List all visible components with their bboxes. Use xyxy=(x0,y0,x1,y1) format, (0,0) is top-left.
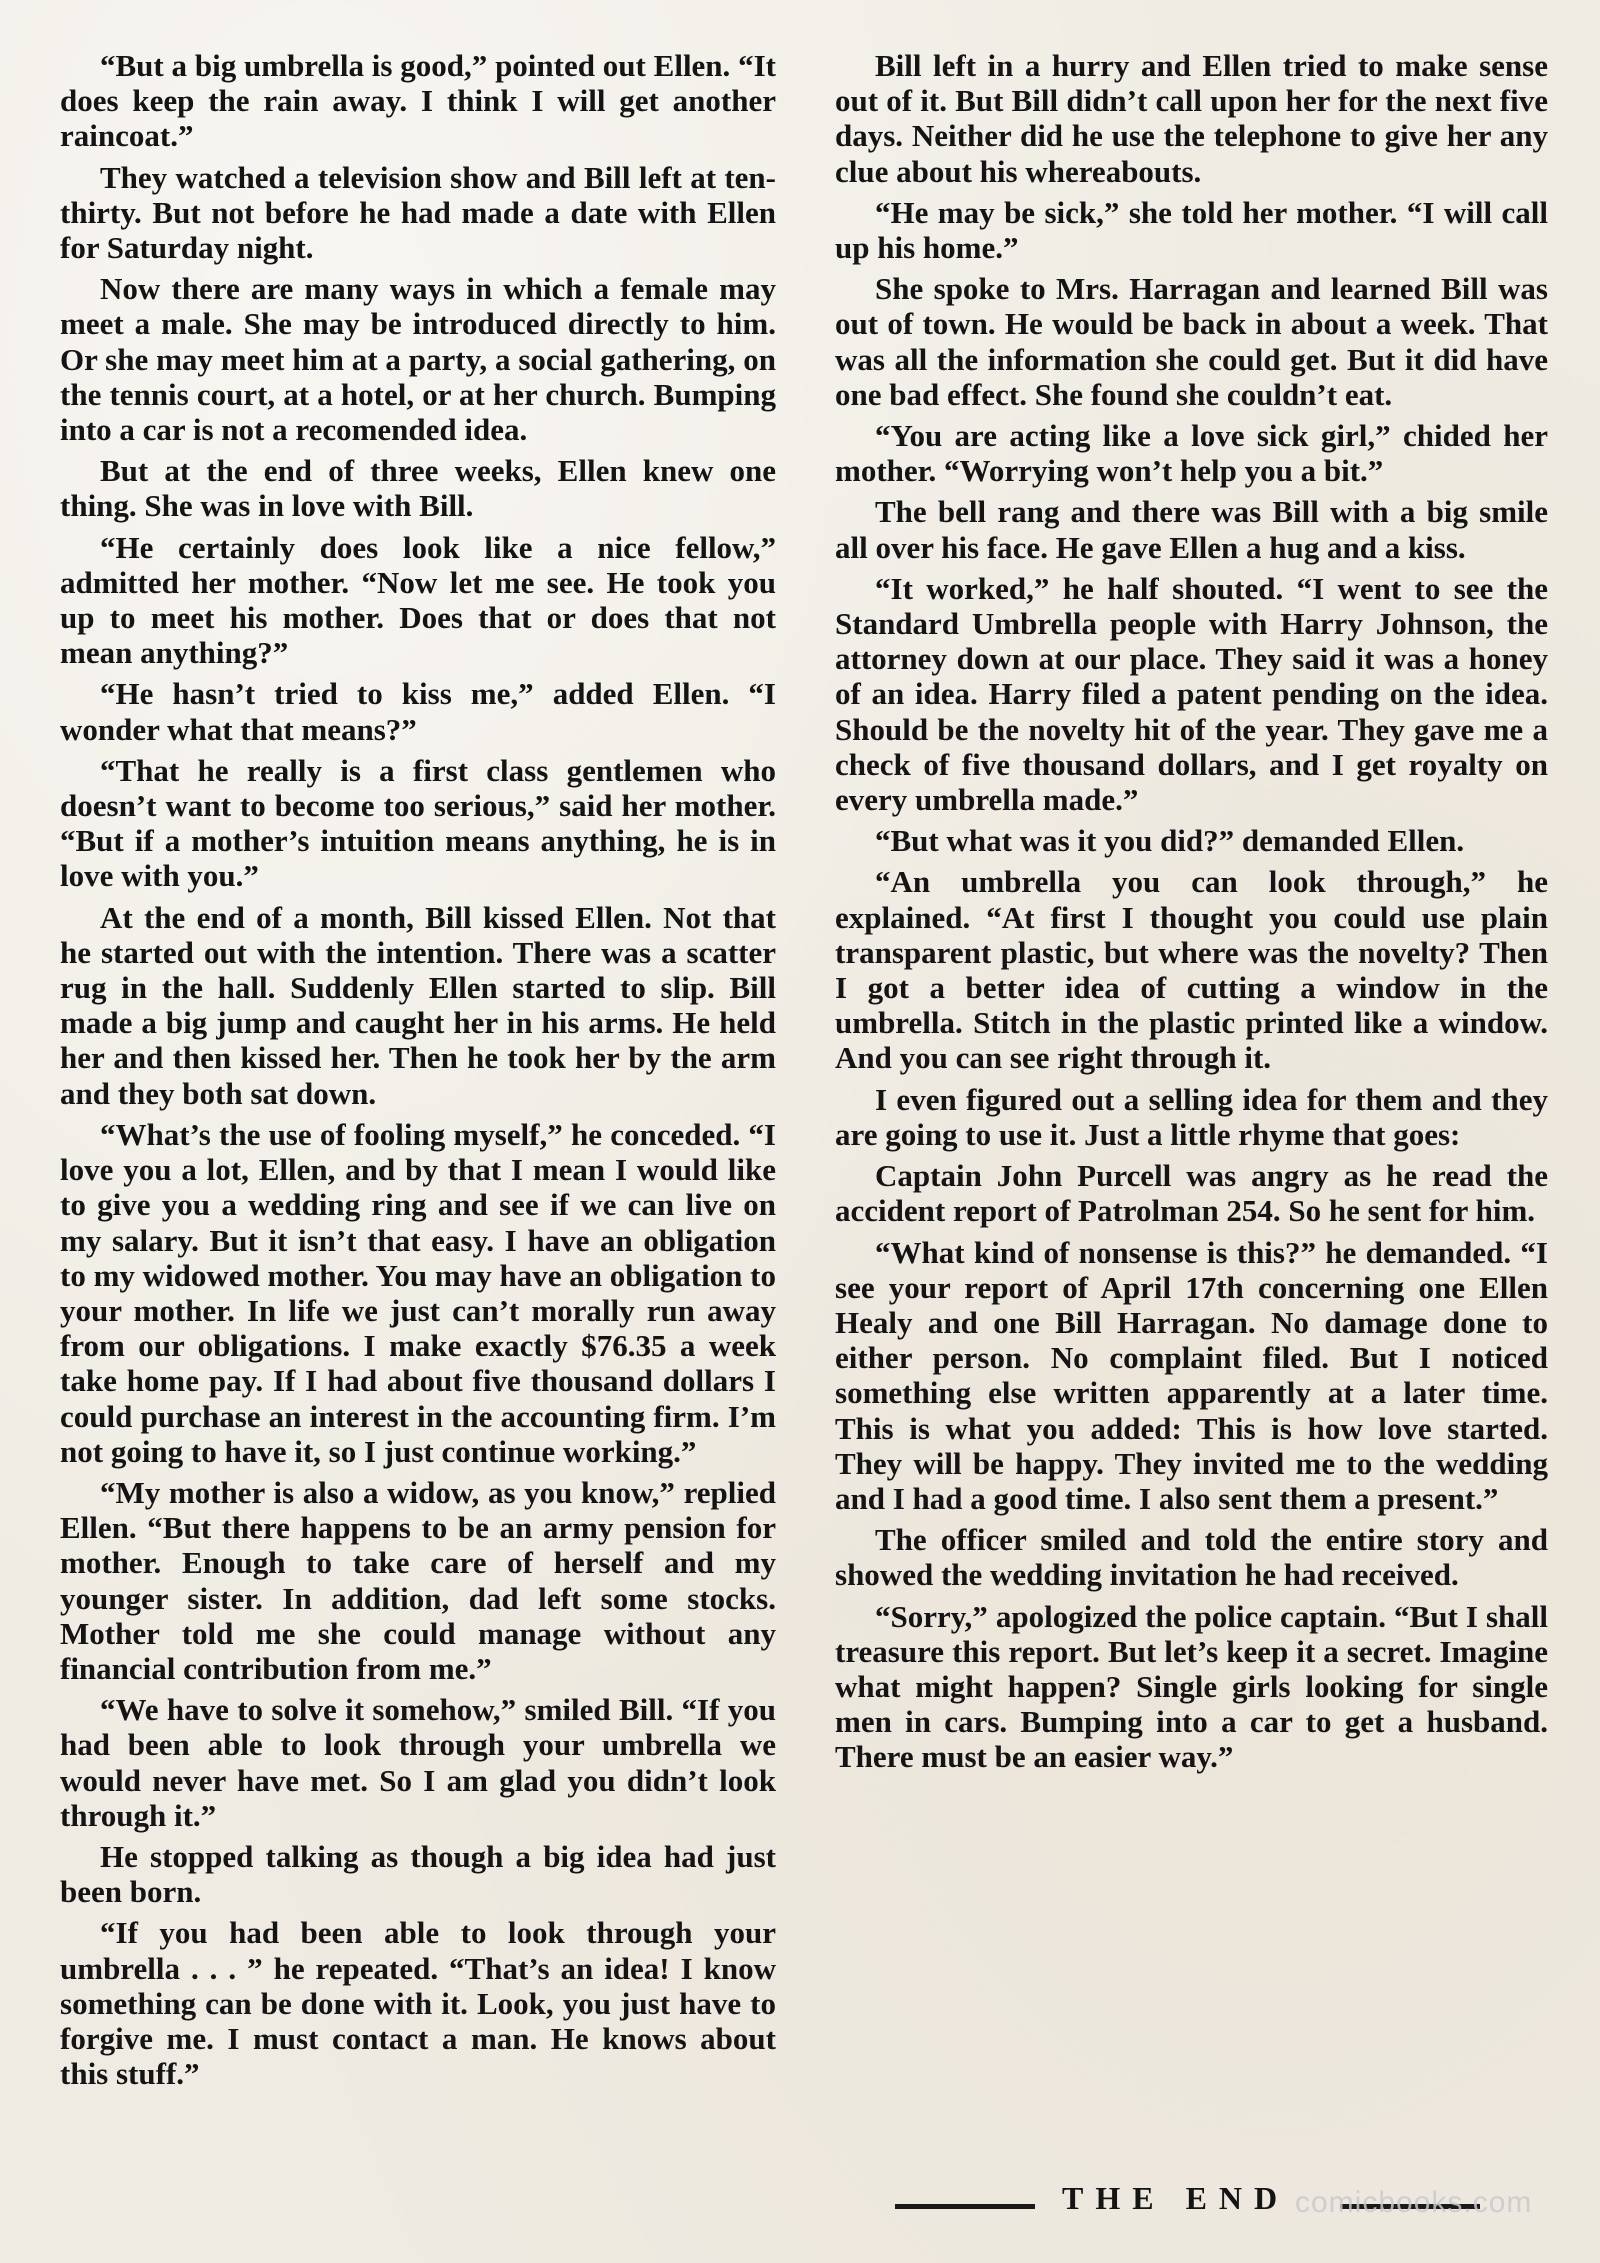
paragraph: “But a big umbrella is good,” pointed out Ellen. “It does keep the rain away. I think I will get another raincoat.” xyxy=(60,48,776,154)
paragraph: Now there are many ways in which a female may meet a male. She may be introduced directly to him. Or she may meet him at a party, a social gathering, on the tennis court, at a hotel, or at her church. Bumping into a car is not a recomended idea. xyxy=(60,271,776,448)
paragraph: She spoke to Mrs. Harragan and learned Bill was out of town. He would be back in about a week. That was all the information she could get. But it did have one bad effect. She found she couldn’t eat. xyxy=(835,271,1548,412)
paragraph: Bill left in a hurry and Ellen tried to make sense out of it. But Bill didn’t call upon her for the next five days. Neither did he use the telephone to give her any clue about his whereabouts. xyxy=(835,48,1548,189)
paragraph: “He may be sick,” she told her mother. “I will call up his home.” xyxy=(835,194,1548,266)
paragraph: “He certainly does look like a nice fellow,” admitted her mother. “Now let me see. He took you up to meet his mother. Does that or does that not mean anything?” xyxy=(60,529,776,671)
paragraph: I even figured out a selling idea for them and they are going to use it. Just a little rhyme that goes: xyxy=(835,1081,1548,1152)
paragraph: “If you had been able to look through your umbrella . . . ” he repeated. “That’s an idea! I know something can be done with it. Look, you just have to forgive me. I must contact a man. He knows about this stuff.” xyxy=(60,1915,776,2092)
end-rule-left xyxy=(895,2204,1035,2209)
end-text: THE END xyxy=(1062,2180,1290,2216)
left-text-column xyxy=(60,48,776,2097)
paragraph: The bell rang and there was Bill with a big smile all over his face. He gave Ellen a hug and a kiss. xyxy=(835,494,1548,565)
paragraph: “But what was it you did?” demanded Ellen. xyxy=(875,823,1465,859)
paragraph: “An umbrella you can look through,” he explained. “At first I thought you could use plain transparent plastic, but where was the novelty? Then I got a better idea of cutting a window in the umbrella. Stitch in the plastic printed like a window. And you can see right through it. xyxy=(835,864,1548,1076)
paragraph: “You are acting like a love sick girl,” chided her mother. “Worrying won’t help you a bit.” xyxy=(835,418,1548,489)
right-text-column xyxy=(835,48,1548,1781)
paragraph: He stopped talking as though a big idea had just been born. xyxy=(60,1838,776,1910)
paragraph: “We have to solve it somehow,” smiled Bill. “If you had been able to look through your umbrella we would never have met. So I am glad you didn’t look through it.” xyxy=(60,1692,776,1833)
paragraph: “He hasn’t tried to kiss me,” added Ellen. “I wonder what that means?” xyxy=(60,676,776,747)
paragraph: But at the end of three weeks, Ellen knew one thing. She was in love with Bill. xyxy=(60,453,776,524)
paragraph: The officer smiled and told the entire story and showed the wedding invitation he had received. xyxy=(835,1522,1548,1593)
paragraph: They watched a television show and Bill left at ten-thirty. But not before he had made a date with Ellen for Saturday night. xyxy=(60,159,776,266)
paragraph: “That he really is a first class gentlemen who doesn’t want to become too serious,” said her mother. “But if a mother’s intuition means anything, he is in love with you.” xyxy=(60,752,776,894)
paragraph: “My mother is also a widow, as you know,” replied Ellen. “But there happens to be an army pension for mother. Enough to take care of herself and my younger sister. In addition, dad left some stocks. Mother told me she could manage without any financial contribution from me.” xyxy=(60,1474,776,1686)
paragraph: Captain John Purcell was angry as he read the accident report of Patrolman 254. So he sent for him. xyxy=(835,1158,1548,1229)
paragraph: “Sorry,” apologized the police captain. “But I shall treasure this report. But let’s keep it a secret. Imagine what might happen? Single girls looking for single men in cars. Bumping into a car to get a husband. There must be an easier way.” xyxy=(835,1598,1548,1775)
paragraph: At the end of a month, Bill kissed Ellen. Not that he started out with the intention. There was a scatter rug in the hall. Suddenly Ellen started to slip. Bill made a big jump and caught her in his arms. He held her and then kissed her. Then he took her by the arm and they both sat down. xyxy=(60,899,776,1111)
paragraph: “What’s the use of fooling myself,” he conceded. “I love you a lot, Ellen, and by that I mean I would like to give you a wedding ring and see if we can live on my salary. But it isn’t that easy. I have an obligation to my widowed mother. You may have an obligation to your mother. In life we just can’t morally run away from our obligations. I make exactly $76.35 a week take home pay. If I had about five thousand dollars I could purchase an interest in the accounting firm. I’m not going to have it, so I just continue working.” xyxy=(60,1116,776,1469)
paragraph: “It worked,” he half shouted. “I went to see the Standard Umbrella people with Harry Johnson, the attorney down at our place. They said it was a honey of an idea. Harry filed a patent pending on the idea. Should be the novelty hit of the year. They gave me a check of five thousand dollars, and I get royalty on every umbrella made.” xyxy=(835,570,1548,818)
paragraph: “What kind of nonsense is this?” he demanded. “I see your report of April 17th concerning one Ellen Healy and one Bill Harragan. No damage done to either person. No complaint filed. But I noticed something else written apparently at a later time. This is what you added: This is how love started. They will be happy. They invited me to the wedding and I had a good time. I also sent them a present.” xyxy=(835,1234,1548,1516)
watermark: comicbooks.com xyxy=(1295,2186,1533,2219)
